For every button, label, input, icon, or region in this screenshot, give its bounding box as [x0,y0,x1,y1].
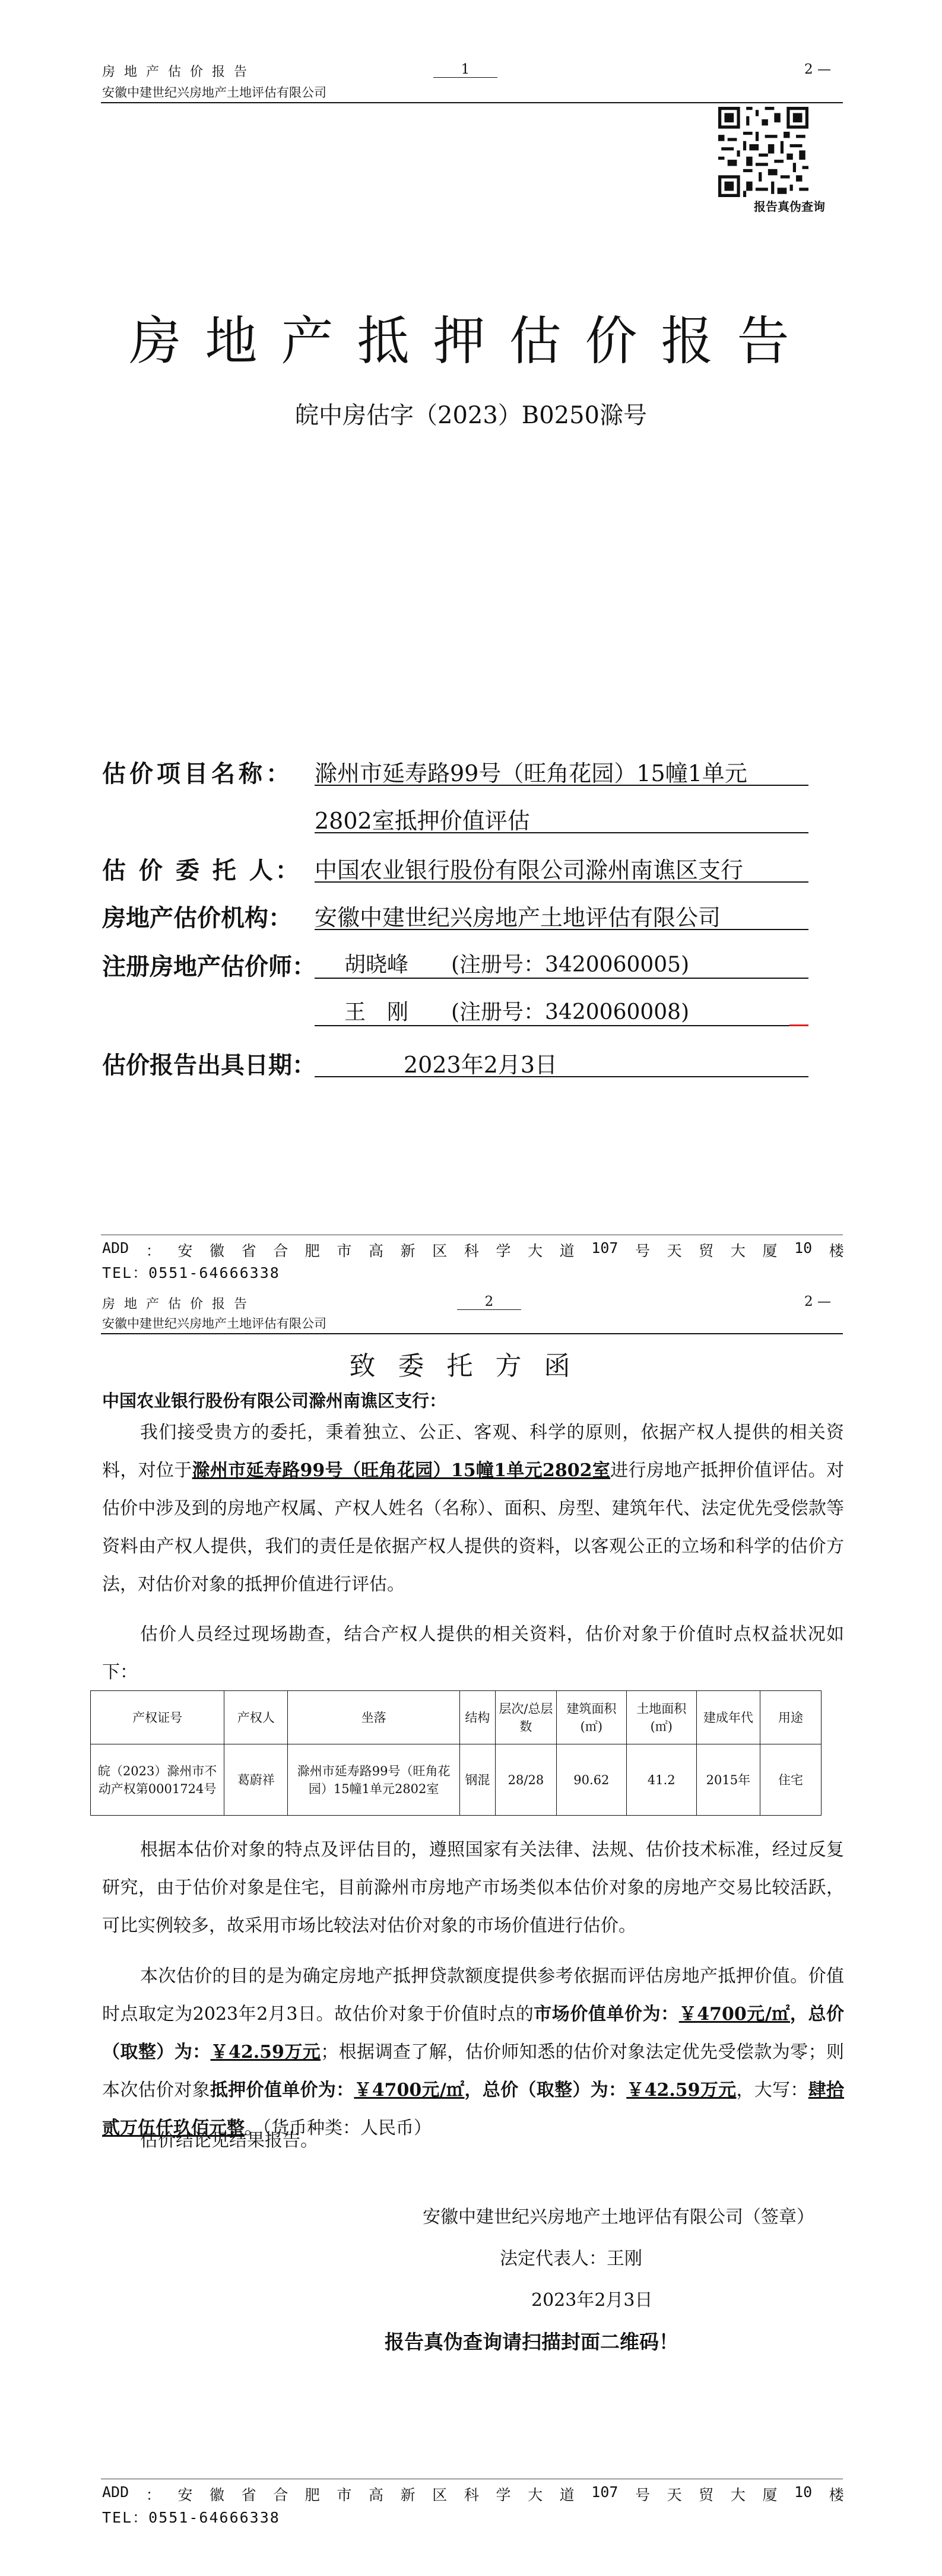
table-header-cell: 产权人 [224,1691,288,1744]
report-date-underline [315,1076,808,1077]
header-title-p2: 房地产估价报告 [102,1297,256,1312]
table-cell: 2015年 [696,1744,760,1816]
signature-company: 安徽中建世纪兴房地产土地评估有限公司（签章） [423,2207,814,2228]
header-rule-p2 [101,1333,843,1334]
property-table [90,1690,822,1816]
header-rule [101,102,843,103]
client-name: 中国农业银行股份有限公司滁州南谯区支行 [315,857,744,883]
project-name-underline-2 [315,832,808,833]
appraiser-1-underline [315,978,808,979]
letter-paragraph-4: 本次估价的目的是为确定房地产抵押贷款额度提供参考依据而评估房地产抵押价值。价值时点取定为2023年2月3日。故估价对象于价值时点的市场价值单价为：￥4700元/㎡，总价（取整）为：￥42.59万元；根据调查了解，估价师知悉的估价对象法定优先受偿款为零；则本次估价对象抵押价值单价为：￥4700元/㎡，总价（取整）为：￥42.59万元，大写：肆拾贰万伍仟玖佰元整。（货币种类：人民币） [102,1966,845,2139]
footer-address-1: ADD ： 安 徽 省 合 肥 市 高 新 区 科 学 大 道 107 号 天 贸 大 厦 10 楼 [102,1239,844,1260]
qr-code-icon[interactable] [718,107,808,197]
table-cell: 葛蔚祥 [224,1744,288,1816]
footer-address-2: ADD ： 安 徽 省 合 肥 市 高 新 区 科 学 大 道 107 号 天 贸 大 厦 10 楼 [102,2483,844,2504]
header-page-total-p2: 2 — [804,1294,831,1309]
appraiser-1: 胡晓峰 (注册号：3420060005) [344,953,690,977]
table-cell: 住宅 [760,1744,821,1816]
header-company: 安徽中建世纪兴房地产土地评估有限公司 [102,85,326,100]
table-cell: 41.2 [626,1744,696,1816]
letter-addressee: 中国农业银行股份有限公司滁州南谯区支行： [102,1391,447,1411]
footer-tel-1: TEL：0551-64666338 [102,1264,280,1281]
table-row [91,1744,822,1816]
amount-in-words: 肆拾贰万伍仟玖佰元整 [102,2080,845,2139]
appraisal-org-name: 安徽中建世纪兴房地产土地评估有限公司 [315,905,721,931]
market-total-price: ￥42.59万元 [210,2042,321,2063]
header-page-number-p2: 2 [457,1294,521,1310]
table-header-row [91,1691,822,1744]
report-date: 2023年2月3日 [404,1052,558,1078]
signature-date: 2023年2月3日 [531,2290,653,2311]
report-number: 皖中房估字（2023）B0250滁号 [295,402,647,429]
table-cell: 28/28 [495,1744,556,1816]
mortgage-total-price: ￥42.59万元 [626,2080,737,2101]
table-header-cell: 土地面积(㎡) [626,1691,696,1744]
client-underline [315,881,808,883]
verification-notice: 报告真伪查询请扫描封面二维码！ [385,2330,678,2353]
red-mark [789,1024,808,1026]
client-label: 估 价 委 托 人： [102,856,302,884]
report-date-label: 估价报告出具日期： [102,1051,316,1079]
table-header-cell: 产权证号 [91,1691,224,1744]
letter-paragraph-3: 根据本估价对象的特点及评估目的，遵照国家有关法律、法规、估价技术标准，经过反复研究，由于估价对象是住宅，目前滁州市房地产市场类似本估价对象的房地产交易比较活跃，可比实例较多，故采用市场比较法对估价对象的市场价值进行估价。 [102,1839,844,1936]
table-header-cell: 结构 [459,1691,495,1744]
appraisal-org-label: 房地产估价机构： [102,904,292,932]
table-cell: 钢混 [459,1744,495,1816]
project-name-line2: 2802室抵押价值评估 [315,808,530,834]
appraisal-org-underline [315,929,808,930]
table-cell: 90.62 [556,1744,626,1816]
project-name-label: 估价项目名称： [102,760,293,788]
signature-representative: 法定代表人：王刚 [500,2248,642,2269]
appraiser-label: 注册房地产估价师： [102,953,316,981]
letter-title: 致委托方函 [349,1351,593,1381]
footer-tel-2: TEL：0551-64666338 [102,2509,280,2526]
letter-paragraph-5: 估价结论见结果报告。 [140,2130,318,2151]
header-title: 房地产估价报告 [102,65,256,80]
header-page-number: 1 [433,62,497,78]
letter-paragraph-2: 估价人员经过现场勘查，结合产权人提供的相关资料，估价对象于价值时点权益状况如下： [102,1624,844,1683]
header-page-total: 2 — [804,62,831,77]
table-header-cell: 建成年代 [696,1691,760,1744]
property-address: 滁州市延寿路99号（旺角花园）15幢1单元2802室 [192,1460,611,1481]
qr-caption: 报告真伪查询 [754,199,825,214]
report-title: 房地产抵押估价报告 [129,310,813,372]
header-company-p2: 安徽中建世纪兴房地产土地评估有限公司 [102,1316,326,1331]
table-header-cell: 坐落 [288,1691,460,1744]
project-name-underline-1 [315,785,808,786]
table-header-cell: 用途 [760,1691,821,1744]
table-cell: 皖（2023）滁州市不动产权第0001724号 [91,1744,224,1816]
table-header-cell: 建筑面积(㎡) [556,1691,626,1744]
appraiser-2-underline [315,1025,789,1026]
appraiser-2: 王 刚 (注册号：3420060008) [344,1000,690,1024]
mortgage-unit-price: ￥4700元/㎡ [354,2080,465,2101]
letter-paragraph-1: 我们接受贵方的委托，秉着独立、公正、客观、科学的原则，依据产权人提供的相关资料，对位于滁州市延寿路99号（旺角花园）15幢1单元2802室进行房地产抵押价值评估。对估价中涉及到的房地产权属、产权人姓名（名称）、面积、房型、建筑年代、法定优先受偿款等资料由产权人提供，我们的责任是依据产权人提供的资料，以客观公正的立场和科学的估价方法，对估价对象的抵押价值进行评估。 [102,1422,845,1595]
project-name-line1: 滁州市延寿路99号（旺角花园）15幢1单元 [315,760,747,786]
table-header-cell: 层次/总层数 [495,1691,556,1744]
table-cell: 滁州市延寿路99号（旺角花园）15幢1单元2802室 [288,1744,460,1816]
market-unit-price: ￥4700元/㎡ [678,2004,790,2025]
